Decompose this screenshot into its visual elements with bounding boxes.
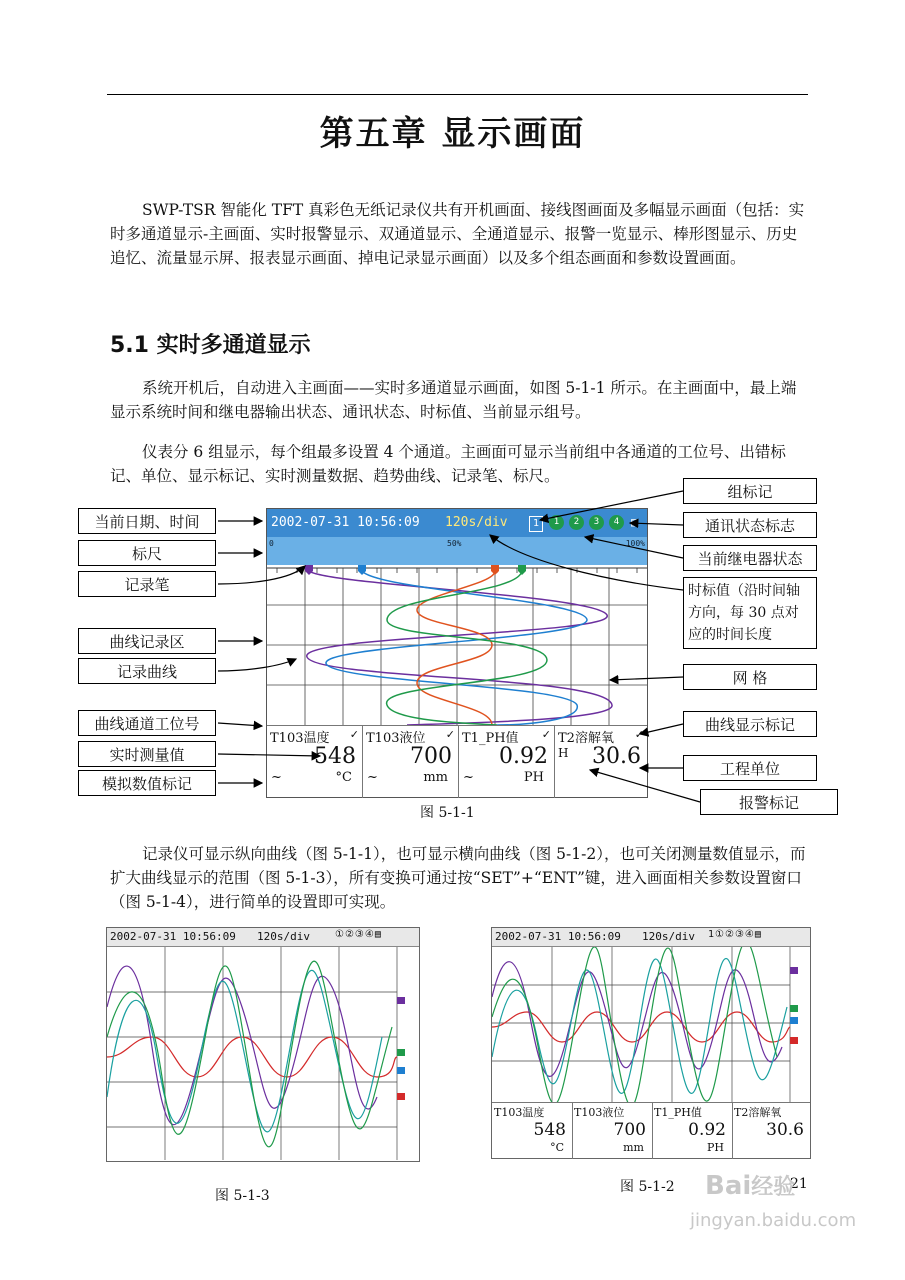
- callout-unit: 工程单位: [683, 755, 817, 781]
- fig2-ch1-value: 548: [533, 1120, 566, 1140]
- channel-2-unit: mm: [423, 770, 448, 785]
- comm-status-icon: ▤: [631, 515, 639, 529]
- fig2-ch3-value: 0.92: [688, 1120, 726, 1140]
- channel-4-value: 30.6: [592, 744, 641, 769]
- channel-3-tag: T1_PH值: [462, 731, 519, 746]
- fig2-ch2-unit: mm: [623, 1141, 644, 1154]
- callout-datetime: 当前日期、时间: [78, 508, 216, 534]
- channel-4-alarm: H: [558, 746, 569, 760]
- fig2-ch3-unit: PH: [707, 1141, 724, 1154]
- channel-4-check: ✓: [634, 728, 644, 741]
- channel-1-check: ✓: [349, 728, 359, 741]
- callout-comm: 通讯状态标志: [683, 512, 817, 538]
- callout-tag: 曲线通道工位号: [78, 710, 216, 736]
- callout-group: 组标记: [683, 478, 817, 504]
- screen-datetime: 2002-07-31 10:56:09: [271, 515, 420, 530]
- fig2-channel-1: [492, 1103, 573, 1159]
- caption-fig-5-1-2: 图 5-1-2: [620, 1179, 675, 1195]
- watermark-brand-text: Bai: [705, 1171, 752, 1201]
- fig3-curve-area: [107, 947, 419, 1160]
- screen-timescale: 120s/div: [445, 515, 508, 530]
- channel-1-tag: T103温度: [270, 731, 330, 746]
- channel-2-check: ✓: [445, 728, 455, 741]
- watermark-brand: [705, 1170, 795, 1201]
- fig2-ch2-value: 700: [613, 1120, 646, 1140]
- fig2-datetime: 2002-07-31 10:56:09: [495, 930, 621, 943]
- fig2-value-panel: [492, 1102, 810, 1159]
- fig2-ch3-tag: T1_PH值: [654, 1106, 702, 1119]
- figure-5-1-2: [491, 927, 811, 1159]
- watermark-brand-suffix: 经验: [751, 1175, 796, 1200]
- paragraph-2: 仪表分 6 组显示，每个组最多设置 4 个通道。主画面可显示当前组中各通道的工位号、出错标记、单位、显示标记、实时测量数据、趋势曲线、记录笔、标尺。: [110, 443, 786, 485]
- callout-ruler: 标尺: [78, 540, 216, 566]
- caption-fig-5-1-1: 图 5-1-1: [420, 805, 475, 821]
- fig3-top-bar: [107, 928, 419, 947]
- callout-grid: 网 格: [683, 664, 817, 690]
- channel-4-tag: T2溶解氧: [558, 731, 614, 746]
- fig2-ch1-tag: T103温度: [494, 1106, 545, 1119]
- callout-timescale: 时标值（沿时间轴方向，每 30 点对应的时间长度: [683, 577, 817, 649]
- fig2-ch4-tag: T2溶解氧: [734, 1106, 782, 1119]
- relay-1: 1: [549, 515, 564, 530]
- intro-paragraph: SWP-TSR 智能化 TFT 真彩色无纸记录仪共有开机画面、接线图画面及多幅显示画面（包括：实时多通道显示-主画面、实时报警显示、双通道显示、全通道显示、报警一览显示、棒形图显示、历史追忆、流量显示屏、报表显示画面、掉电记录显示画面）以及多个组态画面和参数设置画面。: [110, 201, 805, 267]
- fig2-relay-icons: 1①②③④▤: [708, 929, 762, 940]
- callout-value: 实时测量值: [78, 741, 216, 767]
- caption-fig-5-1-3: 图 5-1-3: [215, 1188, 270, 1204]
- scale-mid: 50%: [447, 539, 462, 548]
- channel-2-mark: ~: [367, 770, 378, 785]
- channel-3-check: ✓: [541, 728, 551, 741]
- section-title: 5.1 实时多通道显示: [110, 333, 311, 358]
- channel-3-unit: PH: [523, 770, 544, 785]
- callout-curve: 记录曲线: [78, 658, 216, 684]
- fig2-ch4-value: 30.6: [766, 1120, 804, 1140]
- channel-3-value: 0.92: [499, 744, 548, 769]
- figure-5-1-3: [106, 927, 420, 1162]
- fig2-channel-3: [652, 1103, 733, 1159]
- scale-max: 100%: [625, 539, 645, 548]
- scale-min: 0: [269, 539, 274, 548]
- fig3-relay-icons: ①②③④▤: [335, 929, 382, 940]
- fig2-curve-area: [492, 947, 810, 1102]
- fig2-channel-2: [572, 1103, 653, 1159]
- channel-1-value: 548: [314, 744, 356, 769]
- paragraph-1: 系统开机后，自动进入主画面——实时多通道显示画面，如图 5-1-1 所示。在主画面中，最上端显示系统时间和继电器输出状态、通讯状态、时标值、当前显示组号。: [110, 379, 797, 421]
- relay-2: 2: [569, 515, 584, 530]
- callout-display-mark: 曲线显示标记: [683, 711, 817, 737]
- fig2-ch1-unit: °C: [550, 1141, 564, 1154]
- callout-relay: 当前继电器状态: [683, 545, 817, 571]
- relay-3: 3: [589, 515, 604, 530]
- fig2-timescale: 120s/div: [642, 930, 695, 943]
- channel-2-value: 700: [410, 744, 452, 769]
- chapter-title: 第五章 显示画面: [319, 114, 586, 154]
- relay-4: 4: [609, 515, 624, 530]
- callout-curve-area: 曲线记录区: [78, 628, 216, 654]
- channel-1-mark: ~: [271, 770, 282, 785]
- channel-2-tag: T103液位: [366, 731, 426, 746]
- fig2-channel-4: [732, 1103, 810, 1159]
- fig2-ch2-tag: T103液位: [574, 1106, 625, 1119]
- channel-1-unit: °C: [335, 770, 352, 785]
- page-number: 21: [790, 1176, 808, 1192]
- callout-analog-mark: 模拟数值标记: [78, 770, 216, 796]
- fig3-datetime: 2002-07-31 10:56:09: [110, 930, 236, 943]
- callout-alarm: 报警标记: [700, 789, 838, 815]
- paragraph-3: 记录仪可显示纵向曲线（图 5-1-1），也可显示横向曲线（图 5-1-2），也可关闭测量数值显示，而扩大曲线显示的范围（图 5-1-3），所有变换可通过按“SET”+“ENT”键，进入画面相关参数设置窗口（图 5-1-4），进行简单的设置即可实现。: [110, 845, 806, 911]
- callout-pen: 记录笔: [78, 571, 216, 597]
- channel-3-mark: ~: [463, 770, 474, 785]
- fig3-timescale: 120s/div: [257, 930, 310, 943]
- fig2-top-bar: [492, 928, 810, 947]
- watermark-url: jingyan.baidu.com: [690, 1210, 857, 1231]
- group-marker: 1: [529, 516, 543, 532]
